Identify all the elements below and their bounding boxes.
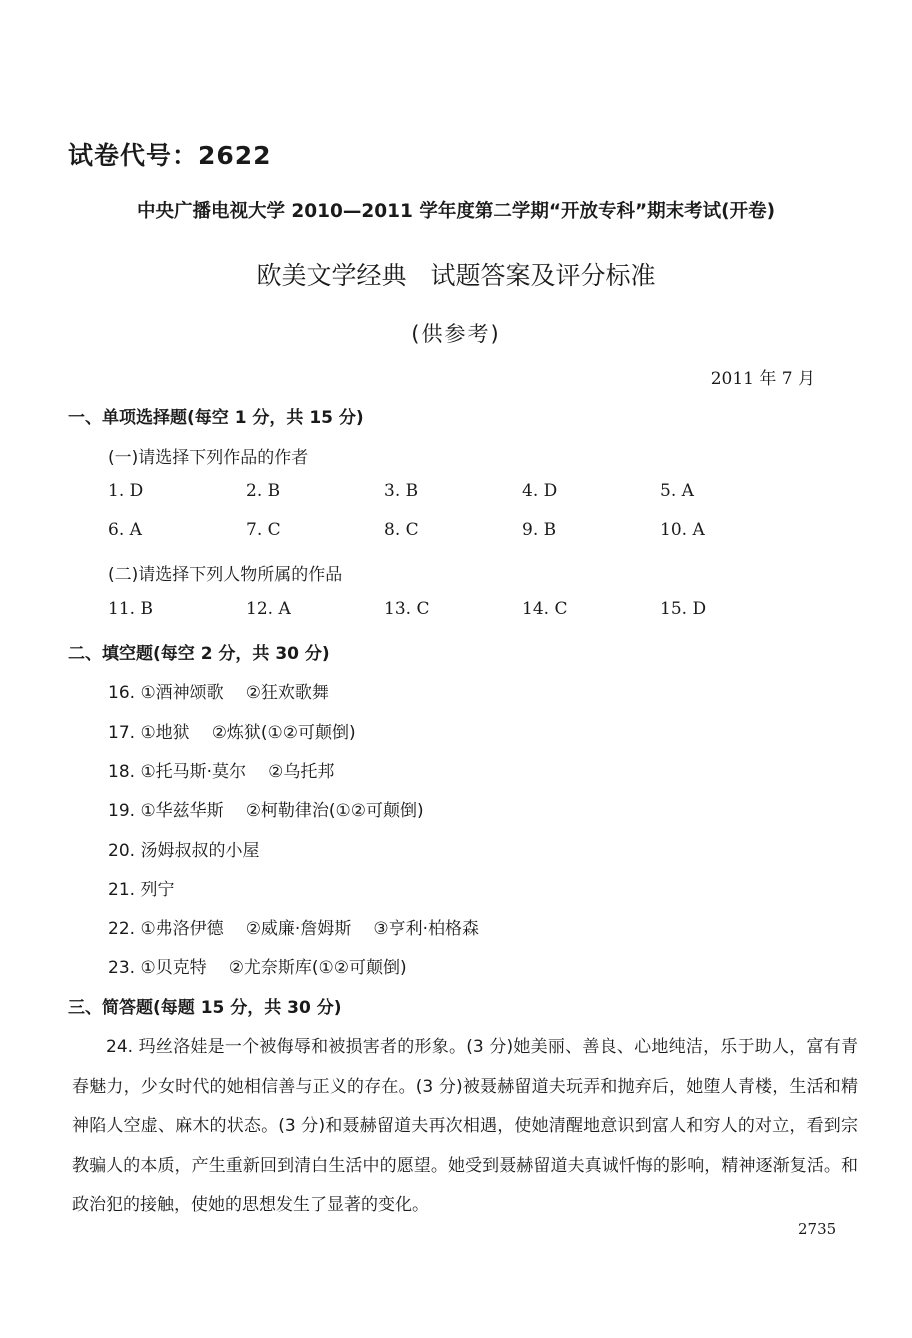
fill-item-16 bbox=[108, 678, 329, 703]
course-name: 欧美文学经典 bbox=[256, 261, 407, 290]
fill-item-19 bbox=[108, 796, 424, 821]
fill-answer: 22. ①弗洛伊德 bbox=[108, 919, 224, 939]
fill-answer: ③亨利·柏格森 bbox=[373, 919, 479, 939]
section1-title: 一、单项选择题(每空 1 分，共 15 分) bbox=[68, 408, 364, 428]
answer-row bbox=[108, 520, 808, 544]
fill-answer: ②狂欢歌舞 bbox=[245, 683, 329, 703]
fill-answer: ②炼狱(①②可颠倒) bbox=[211, 723, 356, 743]
fill-item-18 bbox=[108, 757, 334, 782]
fill-answer: 17. ①地狱 bbox=[108, 723, 190, 743]
fill-item-20 bbox=[108, 836, 259, 861]
answer-13: 13. C bbox=[384, 599, 430, 619]
answer-15: 15. D bbox=[660, 599, 707, 619]
answer-6: 6. A bbox=[108, 520, 142, 540]
answer-8: 8. C bbox=[384, 520, 419, 540]
fill-answer: ②乌托邦 bbox=[268, 762, 335, 782]
exam-code: 试卷代号：2622 bbox=[68, 141, 272, 170]
page-title bbox=[0, 256, 912, 292]
fill-answer: ②威廉·詹姆斯 bbox=[245, 919, 352, 939]
fill-answer: 23. ①贝克特 bbox=[108, 958, 207, 978]
answer-11: 11. B bbox=[108, 599, 153, 619]
document-title: 试题答案及评分标准 bbox=[430, 261, 656, 290]
fill-answer: 19. ①华兹华斯 bbox=[108, 801, 224, 821]
answer-14: 14. C bbox=[522, 599, 568, 619]
page-number: 2735 bbox=[798, 1220, 837, 1238]
fill-item-22 bbox=[108, 914, 479, 939]
fill-item-17 bbox=[108, 718, 356, 743]
exam-date: 2011 年 7 月 bbox=[710, 369, 815, 389]
exam-header: 中央广播电视大学 2010—2011 学年度第二学期“开放专科”期末考试(开卷) bbox=[136, 201, 776, 222]
section1-part1-title: (一)请选择下列作品的作者 bbox=[108, 448, 309, 468]
fill-answer: ②柯勒律治(①②可颠倒) bbox=[245, 801, 424, 821]
answer-10: 10. A bbox=[660, 520, 705, 540]
fill-answer: ②尤奈斯库(①②可颠倒) bbox=[228, 958, 407, 978]
answer-3: 3. B bbox=[384, 481, 419, 501]
fill-answer: 18. ①托马斯·莫尔 bbox=[108, 762, 247, 782]
fill-item-21 bbox=[108, 875, 174, 900]
section2-title: 二、填空题(每空 2 分，共 30 分) bbox=[68, 644, 330, 664]
answer-9: 9. B bbox=[522, 520, 557, 540]
answer-row bbox=[108, 599, 808, 623]
section3-title: 三、简答题(每题 15 分，共 30 分) bbox=[68, 998, 342, 1018]
answer-7: 7. C bbox=[246, 520, 281, 540]
fill-item-23 bbox=[108, 953, 407, 978]
reference-note: (供参考) bbox=[411, 322, 501, 346]
fill-answer: 21. 列宁 bbox=[108, 880, 175, 900]
answer-12: 12. A bbox=[246, 599, 291, 619]
section1-part2-title: (二)请选择下列人物所属的作品 bbox=[108, 565, 343, 585]
fill-answer: 20. 汤姆叔叔的小屋 bbox=[108, 841, 260, 861]
answer-1: 1. D bbox=[108, 481, 144, 501]
answer-4: 4. D bbox=[522, 481, 558, 501]
answer-row bbox=[108, 481, 808, 505]
fill-answer: 16. ①酒神颂歌 bbox=[108, 683, 224, 703]
answer-paragraph-24: 24. 玛丝洛娃是一个被侮辱和被损害者的形象。(3 分)她美丽、善良、心地纯洁，乐于助人，富有青春魅力，少女时代的她相信善与正义的存在。(3 分)被聂赫留道夫玩弄和抛弃后，她堕人青楼，生活和精神陷人空虚、麻木的状态。(3 分)和聂赫留道夫再次相遇，使她清醒地意识到富人和穷人的对立，看到宗教骗人的本质，产生重新回到清白生活中的愿望。她受到聂赫留道夫真诚忏悔的影响，精神逐渐复活。和政治犯的接触，使她的思想发生了显著的变化。 bbox=[72, 1037, 858, 1215]
answer-2: 2. B bbox=[246, 481, 281, 501]
answer-5: 5. A bbox=[660, 481, 694, 501]
